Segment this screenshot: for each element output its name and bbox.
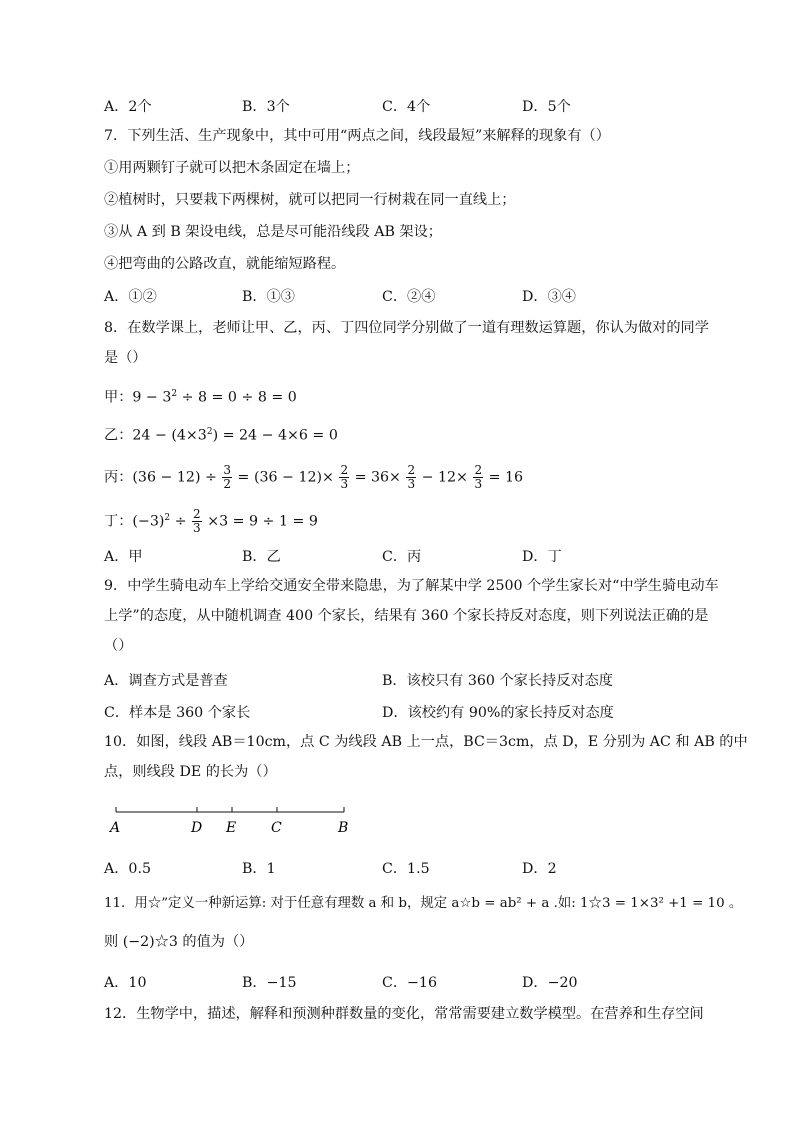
q9-option-d: D．该校约有 90%的家长持反对态度 [382, 705, 614, 721]
q7-option-b: B．①③ [242, 289, 295, 305]
fraction: $\frac{2}{3}$ [407, 463, 416, 491]
q9-option-c: C．样本是 360 个家长 [104, 705, 251, 721]
q6-option-b: B．3个 [242, 99, 290, 115]
q8-yi-line: 乙：$24 - (4\times 3^2) = 24 - 4\times 6 = 0$ [104, 427, 338, 444]
q10-option-d: D．2 [522, 861, 557, 877]
q8-jia-line: 甲：$9 - 3^2 \div 8 = 0 \div 8 = 0$ [104, 389, 297, 406]
q9-stem-line-2: 上学”的态度，从中随机调查 400 个家长，结果有 360 个家长持反对态度，则下列说法正确的是 [104, 608, 709, 624]
q10-option-b: B．1 [242, 861, 276, 877]
q11-option-a: A．10 [104, 975, 147, 991]
q6-option-a: A．2个 [104, 99, 152, 115]
q9-option-a: A．调查方式是普查 [104, 673, 228, 689]
q12-stem-line-1: 12．生物学中，描述，解释和预测种群数量的变化，常常需要建立数学模型。在营养和生存空间 [104, 1006, 704, 1022]
q11-option-b: B．−15 [242, 975, 297, 991]
q8-option-d: D．丁 [522, 549, 562, 565]
q7-stem: 7．下列生活、生产现象中，其中可用“两点之间，线段最短”来解释的现象有（） [104, 128, 610, 144]
q11-stem-line-1: 11．用☆”定义一种新运算: 对于任意有理数 a 和 b，规定 a☆b = ab² + a .如: 1☆3 = 1×3² +1 = 10 。 [104, 896, 743, 911]
q11-option-d: D．−20 [522, 975, 578, 991]
q7-item-4: ④把弯曲的公路改直，就能缩短路程。 [104, 256, 346, 272]
q8-option-b: B．乙 [242, 549, 281, 565]
point-label-a: A [110, 820, 121, 836]
q8-stem-line-2: 是（） [104, 350, 147, 366]
fraction: $\frac{3}{2}$ [223, 463, 232, 491]
q7-option-d: D．③④ [522, 289, 576, 305]
fraction: $\frac{2}{3}$ [193, 507, 201, 536]
q8-bing-line: 丙：(36 − 12) ÷ $\frac{3}{2}$ = (36 − 12)× $\frac{2}{3}$ = 36× $\frac{2}{3}$ − 12× $\frac{2}{3}$ = 16 [104, 463, 524, 491]
q11-stem-line-2: 则 (−2)☆3 的值为（） [104, 934, 254, 950]
q7-item-2: ②植树时，只要栽下两棵树，就可以把同一行树栽在同一直线上； [104, 192, 516, 208]
q6-option-c: C．4个 [382, 99, 431, 115]
q7-option-c: C．②④ [382, 289, 436, 305]
q10-stem-line-1: 10．如图，线段 AB＝10cm，点 C 为线段 AB 上一点，BC＝3cm，点 D，E 分别为 AC 和 AB 的中 [104, 734, 748, 750]
segment-diagram [100, 800, 360, 840]
point-label-b: B [338, 820, 349, 836]
fraction: $\frac{2}{3}$ [340, 463, 349, 491]
q8-ding-line: 丁：$(-3)^2$ ÷ $\frac{2}{3}$ ×3 = 9 ÷ 1 = 9 [104, 507, 318, 536]
q9-option-b: B．该校只有 360 个家长持反对态度 [382, 673, 613, 689]
q8-stem-line-1: 8．在数学课上，老师让甲、乙，丙、丁四位同学分别做了一道有理数运算题，你认为做对的同学 [104, 320, 709, 336]
q11-option-c: C．−16 [382, 975, 437, 991]
point-label-e: E [226, 820, 237, 836]
q7-option-a: A．①② [104, 289, 157, 305]
q8-option-a: A．甲 [104, 549, 143, 565]
q6-option-d: D．5个 [522, 99, 571, 115]
point-label-d: D [191, 820, 203, 836]
fraction: $\frac{2}{3}$ [474, 463, 483, 491]
q7-item-1: ①用两颗钉子就可以把木条固定在墙上； [104, 160, 360, 176]
point-label-c: C [271, 820, 282, 836]
q10-option-c: C．1.5 [382, 861, 430, 877]
q10-option-a: A．0.5 [104, 861, 151, 877]
q7-item-3: ③从 A 到 B 架设电线，总是尽可能沿线段 AB 架设； [104, 224, 442, 240]
q8-option-c: C．丙 [382, 549, 422, 565]
q10-stem-line-2: 点，则线段 DE 的长为（） [104, 764, 277, 780]
q9-stem-line-1: 9．中学生骑电动车上学给交通安全带来隐患，为了解某中学 2500 个学生家长对“中学生骑电动车 [104, 578, 719, 594]
q9-stem-line-3: （） [104, 638, 133, 654]
